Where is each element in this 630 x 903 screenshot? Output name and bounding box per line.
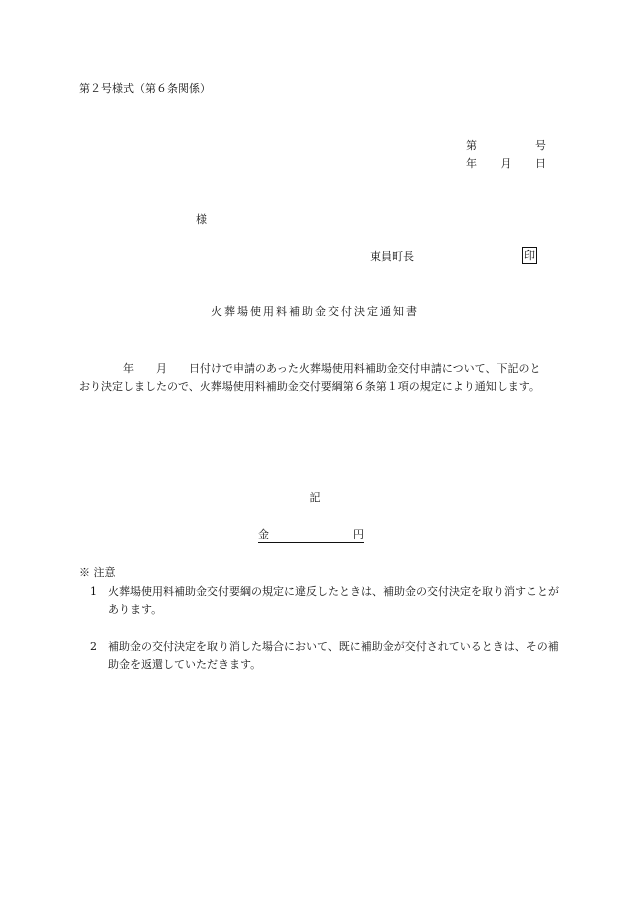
seal-box: 印 [524,249,535,262]
document-number-line [466,138,546,153]
note-item-2: 2 補助金の交付決定を取り消した場合において、既に補助金が交付されているときは、その補助金を返還していただきます。 [90,640,559,671]
date-month: 月 [500,157,512,170]
date-line [466,156,546,171]
number-prefix: 第 [466,139,477,152]
form-label: 第２号様式（第６条関係） [79,82,211,95]
date-day: 日 [535,157,546,170]
ki-heading: 記 [309,491,321,504]
note-item-1: 1 火葬場使用料補助金交付要綱の規定に違反したときは、補助金の交付決定を取り消すことがあります。 [90,585,559,616]
amount-unit: 円 [353,528,364,541]
amount-line [258,527,364,543]
recipient-suffix: 様 [196,213,207,226]
date-year: 年 [466,157,477,170]
notes-title: ※ 注意 [79,566,116,579]
number-suffix: 号 [535,139,546,152]
amount-prefix: 金 [258,528,269,541]
issuer-name: 東員町長 [370,250,414,263]
body-text: 年 月 日付けで申請のあった火葬場使用料補助金交付申請について、下記のとおり決定しましたので、火葬場使用料補助金交付要綱第６条第１項の規定により通知します。 [79,362,541,393]
document-title: 火葬場使用料補助金交付決定通知書 [211,305,419,318]
